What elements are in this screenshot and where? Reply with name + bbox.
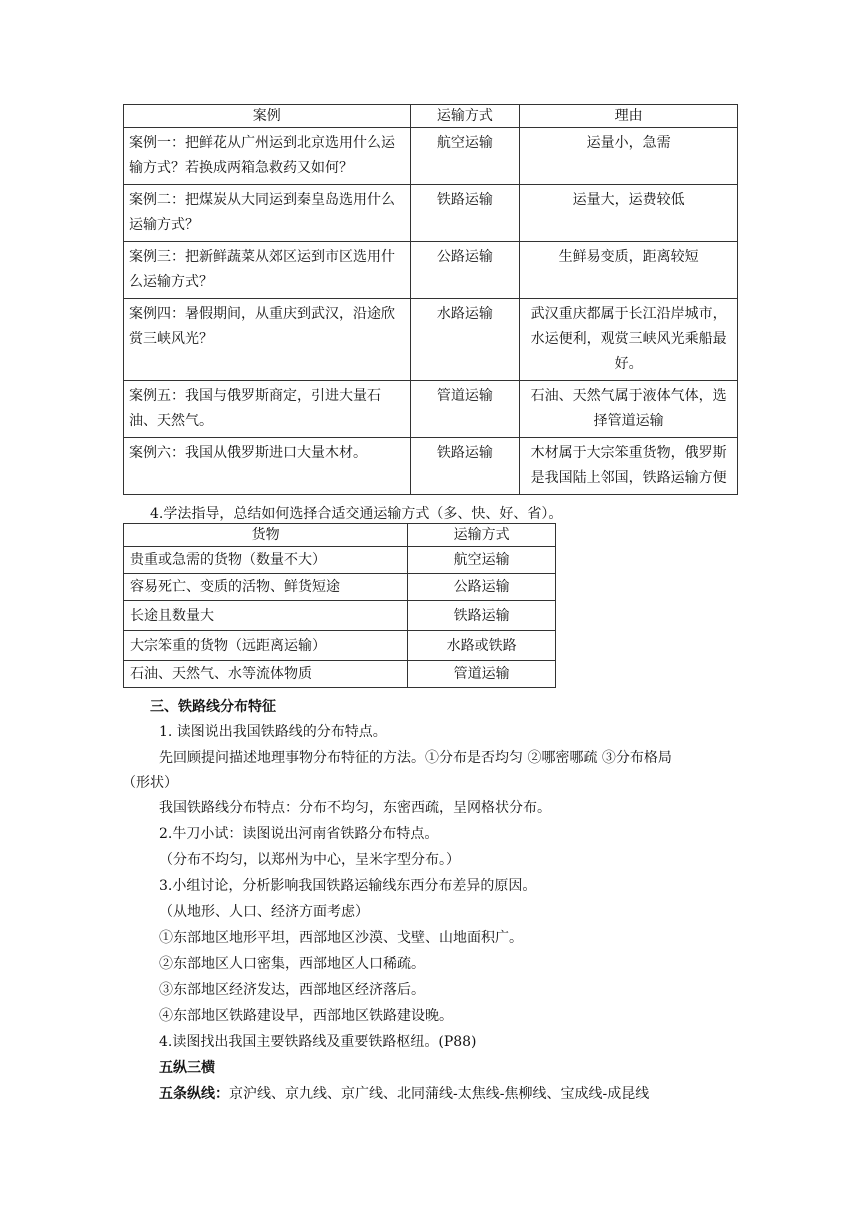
- paragraph: 先回顾提问描述地理事物分布特征的方法。①分布是否均匀 ②哪密哪疏 ③分布格局: [159, 750, 672, 766]
- table-header-row: [124, 105, 738, 128]
- table-header-row: [124, 524, 556, 547]
- mode-cell: 水路或铁路: [408, 631, 556, 661]
- case-cell: 案例三：把新鲜蔬菜从郊区运到市区选用什么运输方式？: [124, 242, 411, 299]
- paragraph: 2.牛刀小试：读图说出河南省铁路分布特点。: [159, 826, 439, 842]
- paragraph: [159, 1083, 649, 1103]
- paragraph: 4.读图找出我国主要铁路线及重要铁路枢纽。(P88): [159, 1034, 477, 1050]
- reason-cell: 生鲜易变质，距离较短: [520, 242, 738, 299]
- mode-cell: 航空运输: [408, 547, 556, 574]
- paragraph: ②东部地区人口密集，西部地区人口稀疏。: [159, 956, 425, 972]
- paragraph: 我国铁路线分布特点：分布不均匀，东密西疏，呈网格状分布。: [159, 800, 551, 816]
- header-case: 案例: [124, 105, 411, 128]
- header-mode: 运输方式: [410, 105, 520, 128]
- mode-cell: 管道运输: [408, 661, 556, 688]
- case-cell: 案例一：把鲜花从广州运到北京选用什么运输方式？若换成两箱急救药又如何？: [124, 128, 411, 185]
- paragraph: 1. 读图说出我国铁路线的分布特点。: [159, 724, 387, 740]
- mode-cell: 公路运输: [410, 242, 520, 299]
- paragraph: ①东部地区地形平坦，西部地区沙漠、戈壁、山地面积广。: [159, 930, 523, 946]
- goods-cell: 大宗笨重的货物（远距离运输）: [124, 631, 408, 661]
- transport-cases-table: [123, 104, 738, 495]
- case-cell: 案例四：暑假期间，从重庆到武汉，沿途欣赏三峡风光？: [124, 299, 411, 381]
- header-goods: 货物: [124, 524, 408, 547]
- case-cell: 案例二：把煤炭从大同运到秦皇岛选用什么运输方式？: [124, 185, 411, 242]
- table-row: [124, 601, 556, 631]
- goods-cell: 石油、天然气、水等流体物质: [124, 661, 408, 688]
- header-mode: 运输方式: [408, 524, 556, 547]
- table-row: [124, 128, 738, 185]
- table-row: [124, 381, 738, 438]
- case-cell: 案例六：我国从俄罗斯进口大量木材。: [124, 438, 411, 495]
- reason-cell: 武汉重庆都属于长江沿岸城市，水运便利，观赏三峡风光乘船最好。: [520, 299, 738, 381]
- goods-cell: 长途且数量大: [124, 601, 408, 631]
- subheading: 五纵三横: [159, 1060, 215, 1076]
- goods-transport-table: [123, 523, 556, 688]
- reason-cell: 运量小，急需: [520, 128, 738, 185]
- paragraph: ④东部地区铁路建设早，西部地区铁路建设晚。: [159, 1008, 453, 1024]
- paragraph: （形状）: [122, 775, 178, 791]
- reason-cell: 运量大，运费较低: [520, 185, 738, 242]
- mode-cell: 铁路运输: [408, 601, 556, 631]
- table-row: [124, 547, 556, 574]
- lines-label: 五条纵线：: [159, 1086, 229, 1102]
- table-row: [124, 242, 738, 299]
- mode-cell: 水路运输: [410, 299, 520, 381]
- guide-title: 4.学法指导，总结如何选择合适交通运输方式（多、快、好、省）。: [150, 506, 563, 522]
- paragraph: （从地形、人口、经济方面考虑）: [159, 904, 369, 920]
- reason-cell: 石油、天然气属于液体气体，选择管道运输: [520, 381, 738, 438]
- case-cell: 案例五：我国与俄罗斯商定，引进大量石油、天然气。: [124, 381, 411, 438]
- goods-cell: 贵重或急需的货物（数量不大）: [124, 547, 408, 574]
- mode-cell: 航空运输: [410, 128, 520, 185]
- lines-text: 京沪线、京九线、京广线、北同蒲线-太焦线-焦柳线、宝成线-成昆线: [229, 1086, 650, 1102]
- mode-cell: 铁路运输: [410, 438, 520, 495]
- mode-cell: 公路运输: [408, 574, 556, 601]
- section-title: 三、铁路线分布特征: [150, 699, 276, 715]
- goods-cell: 容易死亡、变质的活物、鲜货短途: [124, 574, 408, 601]
- table-row: [124, 631, 556, 661]
- reason-cell: 木材属于大宗笨重货物，俄罗斯是我国陆上邻国，铁路运输方便: [520, 438, 738, 495]
- paragraph: （分布不均匀，以郑州为中心，呈米字型分布。）: [159, 852, 460, 868]
- table-row: [124, 661, 556, 688]
- table-row: [124, 299, 738, 381]
- paragraph: 3.小组讨论，分析影响我国铁路运输线东西分布差异的原因。: [159, 878, 537, 894]
- mode-cell: 铁路运输: [410, 185, 520, 242]
- mode-cell: 管道运输: [410, 381, 520, 438]
- table-row: [124, 574, 556, 601]
- header-reason: 理由: [520, 105, 738, 128]
- paragraph: ③东部地区经济发达，西部地区经济落后。: [159, 982, 425, 998]
- table-row: [124, 438, 738, 495]
- table-row: [124, 185, 738, 242]
